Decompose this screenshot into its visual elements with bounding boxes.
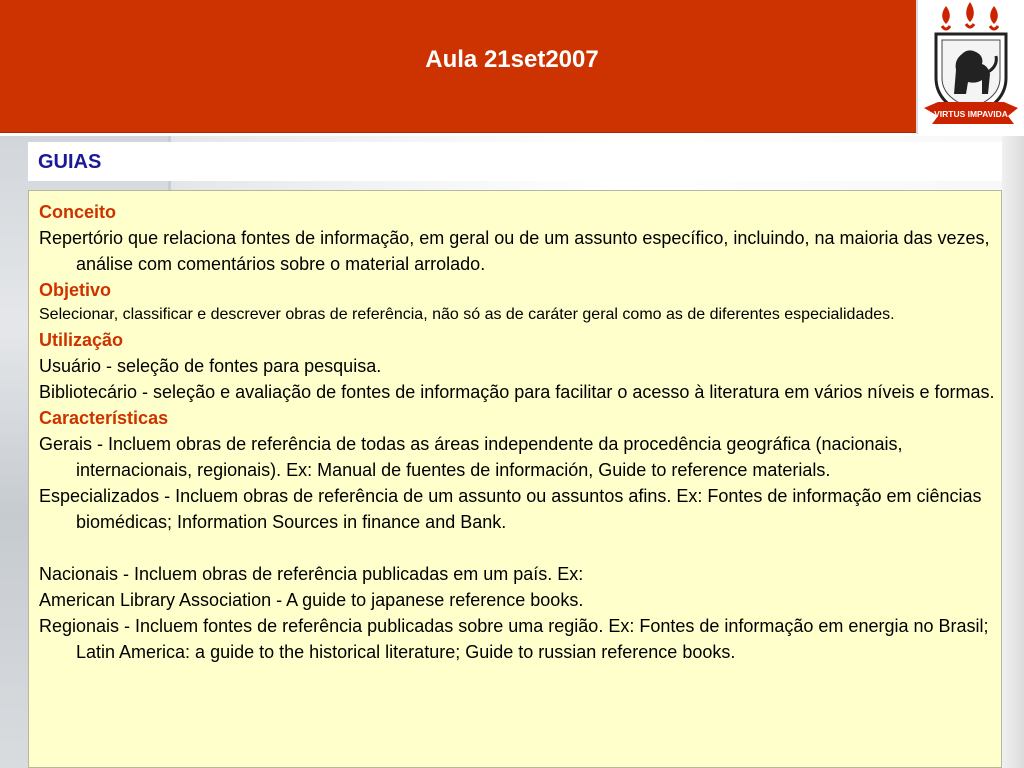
list-item: Regionais - Incluem fontes de referência publicadas sobre uma região. Ex: Fontes de informação em energia no Brasil; Latin America: a guide to the historical literature; Guide to russian reference books.: [39, 616, 989, 662]
list-item: Especializados - Incluem obras de referência de um assunto ou assuntos afins. Ex: Fontes de informação em ciências biomédicas; Information Sources in finance and Bank.: [39, 486, 982, 532]
section-header: [28, 142, 1002, 181]
spacer: [39, 535, 995, 561]
heading-caracteristicas: Características: [39, 408, 169, 428]
content-panel: [28, 190, 1002, 768]
list-item: Nacionais - Incluem obras de referência publicadas em um país. Ex:: [39, 564, 584, 584]
list-item: Usuário - seleção de fontes para pesquisa.: [39, 356, 382, 376]
text-objetivo: Selecionar, classificar e descrever obras de referência, não só as de caráter geral como as de diferentes especialidades.: [39, 306, 895, 323]
section-title: GUIAS: [38, 151, 102, 173]
heading-conceito: Conceito: [39, 202, 117, 222]
heading-utilizacao: Utilização: [39, 330, 124, 350]
university-crest-icon: [918, 0, 1024, 134]
heading-objetivo: Objetivo: [39, 280, 112, 300]
content-body: [39, 199, 995, 665]
text-conceito: Repertório que relaciona fontes de informação, em geral ou de um assunto específico, incluindo, na maioria das vezes, análise com comentários sobre o material arrolado.: [39, 228, 990, 274]
slide-title: Aula 21set2007: [425, 46, 599, 73]
emblem-box: [916, 0, 1024, 134]
emblem-motto: VIRTUS IMPAVIDA: [934, 109, 1008, 119]
list-item: Bibliotecário - seleção e avaliação de fontes de informação para facilitar o acesso à literatura em vários níveis e formas.: [39, 382, 995, 402]
list-item: Gerais - Incluem obras de referência de todas as áreas independente da procedência geográfica (nacionais, internacionais, regionais). Ex: Manual de fuentes de información, Guide to reference materials.: [39, 434, 903, 480]
list-item: American Library Association - A guide to japanese reference books.: [39, 590, 584, 610]
